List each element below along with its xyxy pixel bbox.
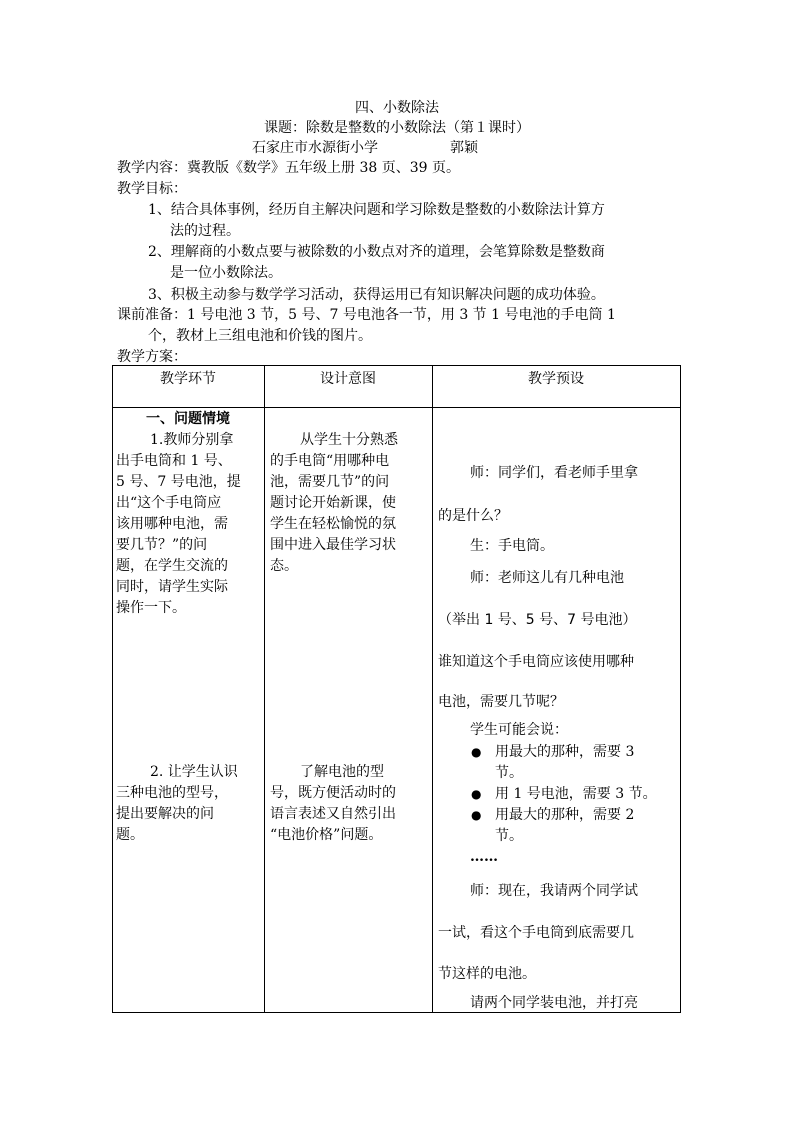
goal-2-cont: 是一位小数除法。 (170, 265, 282, 281)
intent-text: 语言表述又自然引出 (270, 806, 396, 822)
col-stage-2 (116, 762, 262, 846)
goal-1-cont: 法的过程。 (170, 223, 240, 239)
intent-text: 学生在轻松愉悦的氛 (270, 516, 396, 532)
stage-text: 操作一下。 (116, 600, 186, 616)
dialogue-line: 节这样的电池。 (438, 966, 536, 982)
header-intent: 设计意图 (320, 371, 376, 387)
preparation-cont: 个，教材上三组电池和价钱的图片。 (148, 328, 372, 344)
plan-heading: 教学方案： (117, 349, 187, 365)
stage-text: 2. 让学生认识 (150, 764, 238, 780)
goals-heading: 教学目标： (117, 181, 187, 197)
intent-text: 围中进入最佳学习状 (270, 537, 396, 553)
stage-text: 三种电池的型号， (116, 785, 228, 801)
stage-text: 出手电筒和 1 号、 (116, 453, 232, 469)
author-name: 郭颖 (450, 140, 478, 156)
bullet-item: 用最大的那种，需要 3 (495, 744, 635, 760)
stage-text: 1.教师分别拿 (150, 432, 234, 448)
dialogue-line: 生：手电筒。 (470, 538, 554, 554)
stage-text: 5 号、7 号电池，提 (116, 474, 241, 490)
bullet-icon: ● (471, 808, 482, 822)
ellipsis: …… (470, 849, 498, 865)
stage-text: 出“这个手电筒应 (116, 495, 222, 511)
preparation: 课前准备：1 号电池 3 节，5 号、7 号电池各一节，用 3 节 1 号电池的手电筒 1 (117, 307, 616, 323)
bullet-icon: ● (471, 745, 482, 759)
dialogue-line: 请两个同学装电池，并打亮 (470, 995, 638, 1011)
intent-text: 题讨论开始新课，使 (270, 495, 396, 511)
chapter-title: 四、小数除法 (355, 100, 439, 116)
intent-text: 了解电池的型 (300, 764, 384, 780)
header-stage: 教学环节 (160, 371, 216, 387)
section-title: 一、问题情境 (146, 411, 230, 427)
col-intent (270, 430, 430, 577)
col-intent-2 (270, 762, 430, 846)
dialogue-line: （举出 1 号、5 号、7 号电池） (438, 612, 637, 628)
intent-text: 池，需要几节”的问 (270, 474, 390, 490)
bullet-item: 用 1 号电池，需要 3 节。 (495, 786, 657, 802)
dialogue-line: 的是什么？ (438, 508, 508, 524)
stage-text: 要几节？”的问 (116, 537, 208, 553)
bullet-icon: ● (471, 787, 482, 801)
goal-2: 2、理解商的小数点要与被除数的小数点对齐的道理，会笔算除数是整数商 (148, 244, 605, 260)
intent-text: 的手电筒“用哪种电 (270, 453, 390, 469)
bullet-item-cont: 节。 (495, 828, 523, 844)
intent-text: “电池价格”问题。 (270, 827, 383, 843)
dialogue-line: 谁知道这个手电筒应该使用哪种 (438, 654, 634, 670)
dialogue-line: 一试，看这个手电筒到底需要几 (438, 925, 634, 941)
stage-text: 该用哪种电池，需 (116, 516, 228, 532)
stage-text: 同时，请学生实际 (116, 579, 228, 595)
dialogue-line: 师：现在，我请两个同学试 (470, 883, 638, 899)
dialogue-line: 师：老师这儿有几种电池 (470, 570, 624, 586)
dialogue-line: 电池，需要几节呢？ (438, 694, 564, 710)
dialogue-line: 师：同学们，看老师手里拿 (470, 465, 638, 481)
teaching-content: 教学内容：冀教版《数学》五年级上册 38 页、39 页。 (117, 160, 460, 176)
intent-text: 态。 (270, 558, 298, 574)
stage-text: 题。 (116, 827, 144, 843)
lesson-topic: 课题：除数是整数的小数除法（第１课时） (264, 120, 530, 136)
goal-3: 3、积极主动参与数学学习活动，获得运用已有知识解决问题的成功体验。 (148, 287, 605, 303)
goal-1: 1、结合具体事例，经历自主解决问题和学习除数是整数的小数除法计算方 (148, 202, 605, 218)
header-presets: 教学预设 (528, 371, 584, 387)
stage-text: 题，在学生交流的 (116, 558, 228, 574)
intent-text: 从学生十分熟悉 (300, 432, 398, 448)
bullet-item-cont: 节。 (495, 765, 523, 781)
col-stage (116, 409, 262, 619)
student-intro: 学生可能会说： (470, 722, 568, 738)
intent-text: 号，既方便活动时的 (270, 785, 396, 801)
stage-text: 提出要解决的问 (116, 806, 214, 822)
bullet-item: 用最大的那种，需要 2 (495, 807, 635, 823)
school-name: 石家庄市水源街小学 (252, 140, 378, 156)
